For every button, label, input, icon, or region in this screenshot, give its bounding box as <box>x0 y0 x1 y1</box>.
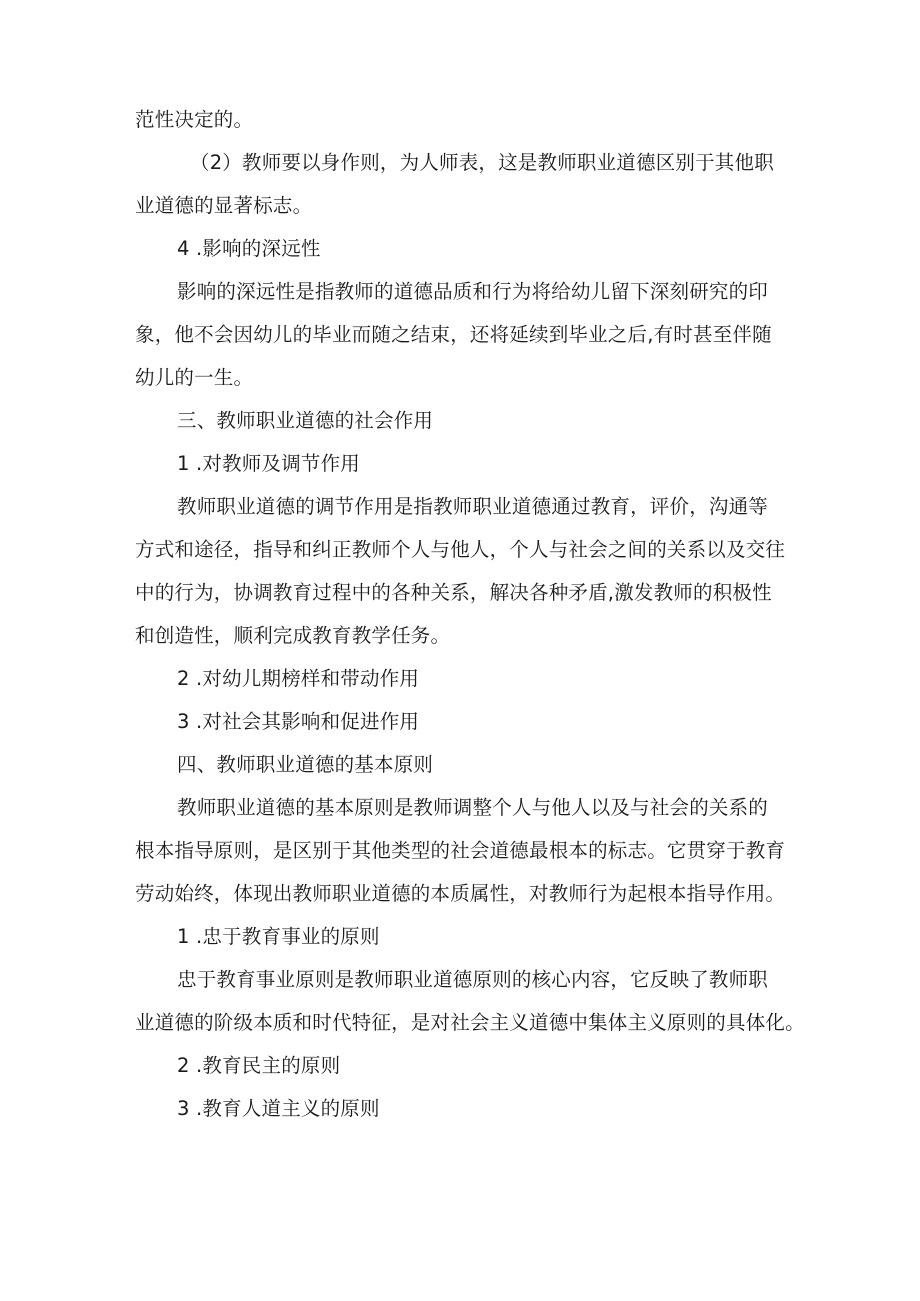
paragraph-line: 教师职业道德的基本原则是教师调整个人与他人以及与社会的关系的 <box>177 796 769 819</box>
paragraph-line: 和创造性，顺利完成教育教学任务。 <box>135 624 451 647</box>
paragraph-line: 业道德的显著标志。 <box>135 194 313 217</box>
paragraph-line: 幼儿的一生。 <box>135 366 254 389</box>
list-heading: 2 .教育民主的原则 <box>177 1054 341 1077</box>
paragraph-line: 象，他不会因幼儿的毕业而随之结束，还将延续到毕业之后,有时甚至伴随 <box>135 323 772 346</box>
list-heading: 3 .教育人道主义的原则 <box>177 1097 380 1120</box>
paragraph-line: 范性决定的。 <box>135 108 254 131</box>
list-heading: 1 .忠于教育事业的原则 <box>177 925 380 948</box>
paragraph-line: 影响的深远性是指教师的道德品质和行为将给幼儿留下深刻研究的印 <box>177 280 769 303</box>
paragraph-line: 业道德的阶级本质和时代特征，是对社会主义道德中集体主义原则的具体化。 <box>135 1011 805 1034</box>
list-heading: 4 .影响的深远性 <box>177 237 321 260</box>
paragraph-line: 方式和途径，指导和纠正教师个人与他人，个人与社会之间的关系以及交往 <box>135 538 786 561</box>
paragraph-line: 根本指导原则，是区别于其他类型的社会道德最根本的标志。它贯穿于教育 <box>135 839 786 862</box>
paragraph-line: 中的行为，协调教育过程中的各种关系，解决各种矛盾,激发教师的积极性 <box>135 581 772 604</box>
paragraph-line: 忠于教育事业原则是教师职业道德原则的核心内容，它反映了教师职 <box>177 968 769 991</box>
section-heading: 四、教师职业道德的基本原则 <box>177 753 434 776</box>
paragraph-line: （2）教师要以身作则，为人师表，这是教师职业道德区别于其他职 <box>190 151 774 174</box>
list-heading: 2 .对幼儿期榜样和带动作用 <box>177 667 420 690</box>
paragraph-line: 教师职业道德的调节作用是指教师职业道德通过教育，评价，沟通等 <box>177 495 769 518</box>
list-heading: 3 .对社会其影响和促进作用 <box>177 710 420 733</box>
paragraph-line: 劳动始终，体现出教师职业道德的本质属性，对教师行为起根本指导作用。 <box>135 882 786 905</box>
section-heading: 三、教师职业道德的社会作用 <box>177 409 434 432</box>
list-heading: 1 .对教师及调节作用 <box>177 452 361 475</box>
